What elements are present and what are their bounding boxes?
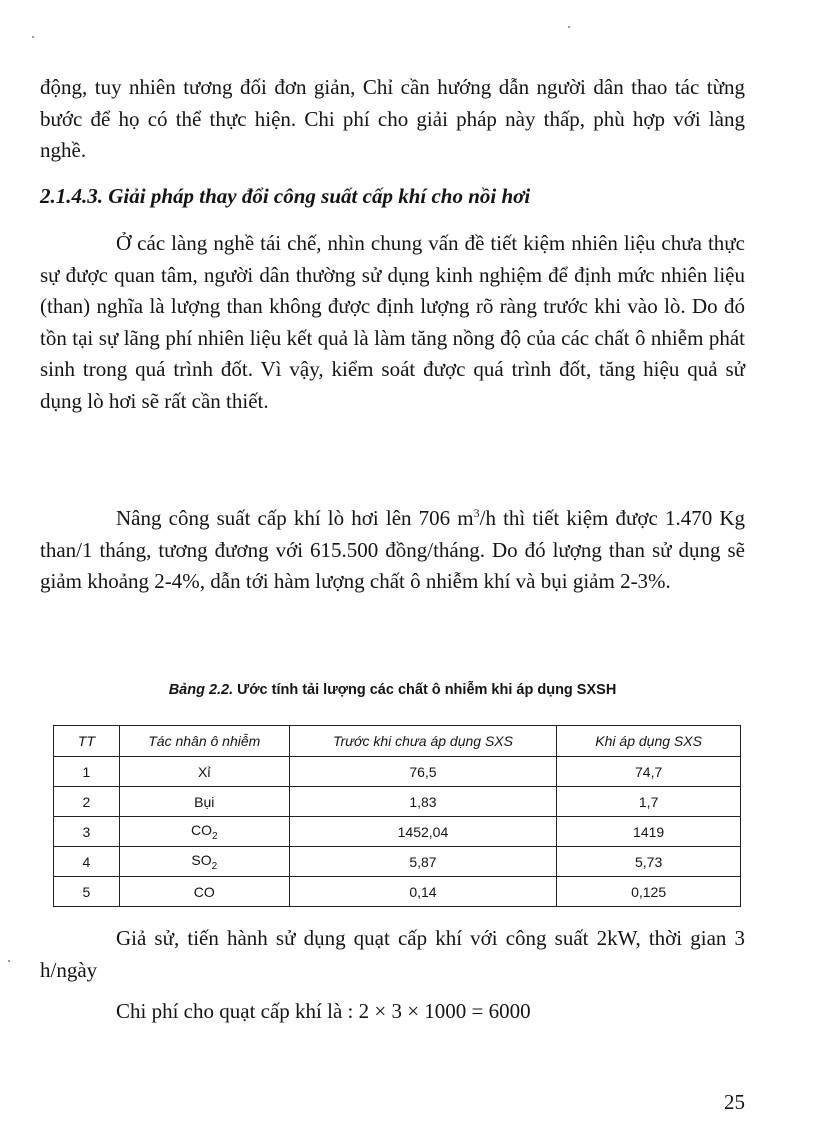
table-row <box>54 847 741 877</box>
cell-agent <box>119 817 289 847</box>
paragraph-air-supply-savings <box>40 498 745 598</box>
cell-tt-text: 1 <box>82 763 91 780</box>
cell-after-text: 74,7 <box>635 763 663 780</box>
cell-tt <box>54 787 120 817</box>
cell-after-text: 5,73 <box>635 853 663 870</box>
scan-speck <box>8 960 10 962</box>
paragraph-fan-cost: Chi phí cho quạt cấp khí là : 2 × 3 × 1000 = 6000 <box>116 999 531 1023</box>
cell-after-text: 1419 <box>633 823 665 840</box>
scan-speck <box>32 36 34 38</box>
scan-speck <box>568 26 570 28</box>
cell-tt <box>54 877 120 907</box>
cell-after <box>557 817 741 847</box>
table-row <box>54 787 741 817</box>
superscript: 3 <box>473 506 480 520</box>
text-segment: Nâng công suất cấp khí lò hơi lên 706 m <box>116 506 474 530</box>
cell-after-text: 1,7 <box>638 793 659 810</box>
cell-tt-text: 2 <box>82 793 91 810</box>
page-number: 25 <box>724 1090 745 1114</box>
header-before: Trước khi chưa áp dụng SXS <box>289 726 557 757</box>
caption-label: Bảng 2.2. <box>168 682 234 698</box>
cell-agent <box>119 847 289 877</box>
caption-text: Ước tính tải lượng các chất ô nhiễm khi áp dụng SXSH <box>233 682 617 698</box>
cell-tt <box>54 847 120 877</box>
paragraph-continuation: động, tuy nhiên tương đối đơn giản, Chỉ cần hướng dẫn người dân thao tác từng bước để họ có thể thực hiện. Chi phí cho giải pháp này thấp, phù hợp với làng nghề. <box>40 75 745 162</box>
cell-tt-text: 3 <box>82 823 91 840</box>
section-heading: 2.1.4.3. Giải pháp thay đổi công suất cấp khí cho nồi hơi <box>40 184 531 208</box>
subscript: 2 <box>211 860 218 872</box>
cell-agent-text: SO <box>191 851 212 868</box>
header-agent: Tác nhân ô nhiễm <box>119 726 289 757</box>
cell-after <box>557 877 741 907</box>
pollutant-load-table <box>53 725 741 907</box>
paragraph-fuel-waste: Ở các làng nghề tái chế, nhìn chung vấn đề tiết kiệm nhiên liệu chưa thực sự được quan tâm, người dân thường sử dụng kinh nghiệm để định mức nhiên liệu (than) nghĩa là lượng than không được định lượng rõ ràng trước khi vào lò. Do đó tồn tại sự lãng phí nhiên liệu kết quả là làm tăng nồng độ của các chất ô nhiễm phát sinh trong quá trình đốt. Vì vậy, kiểm soát được quá trình đốt, tăng hiệu quả sử dụng lò hơi sẽ rất cần thiết. <box>40 231 745 413</box>
cell-before-text: 0,14 <box>409 883 437 900</box>
cell-agent <box>119 787 289 817</box>
table-body <box>54 757 741 907</box>
cell-agent <box>119 757 289 787</box>
cell-after-text: 0,125 <box>631 883 667 900</box>
cell-before-text: 5,87 <box>409 853 437 870</box>
cell-before-text: 1452,04 <box>397 823 449 840</box>
cell-before-text: 76,5 <box>409 763 437 780</box>
table-row <box>54 757 741 787</box>
cell-tt <box>54 817 120 847</box>
cell-after <box>557 847 741 877</box>
text-segment: /h thì tiết kiệm được 1.470 Kg than/1 tháng, tương đương với 615.500 đồng/tháng. Do đó lượng than sử dụng sẽ giảm khoảng 2-4%, dẫn tới hàm lượng chất ô nhiễm khí và bụi giảm 2-3%. <box>40 506 745 593</box>
cell-before <box>289 877 557 907</box>
cell-agent-text: Xỉ <box>198 763 211 780</box>
cell-after <box>557 757 741 787</box>
table-row <box>54 817 741 847</box>
header-after: Khi áp dụng SXS <box>557 726 741 757</box>
cell-before <box>289 847 557 877</box>
header-tt: TT <box>54 726 120 757</box>
cell-agent-text: Bụi <box>194 793 215 810</box>
cell-agent-text: CO <box>193 883 215 900</box>
paragraph-fan-assumption: Giả sử, tiến hành sử dụng quạt cấp khí với công suất 2kW, thời gian 3 h/ngày <box>40 926 745 982</box>
cell-before <box>289 817 557 847</box>
cell-before <box>289 787 557 817</box>
cell-after <box>557 787 741 817</box>
cell-agent-text: CO <box>191 821 212 838</box>
cell-agent <box>119 877 289 907</box>
table-row <box>54 877 741 907</box>
table-header-row <box>54 726 741 757</box>
cell-before-text: 1,83 <box>409 793 437 810</box>
cell-before <box>289 757 557 787</box>
cell-tt-text: 5 <box>82 883 91 900</box>
cell-tt <box>54 757 120 787</box>
table-caption <box>40 682 745 698</box>
subscript: 2 <box>212 830 218 842</box>
cell-tt-text: 4 <box>82 853 91 870</box>
